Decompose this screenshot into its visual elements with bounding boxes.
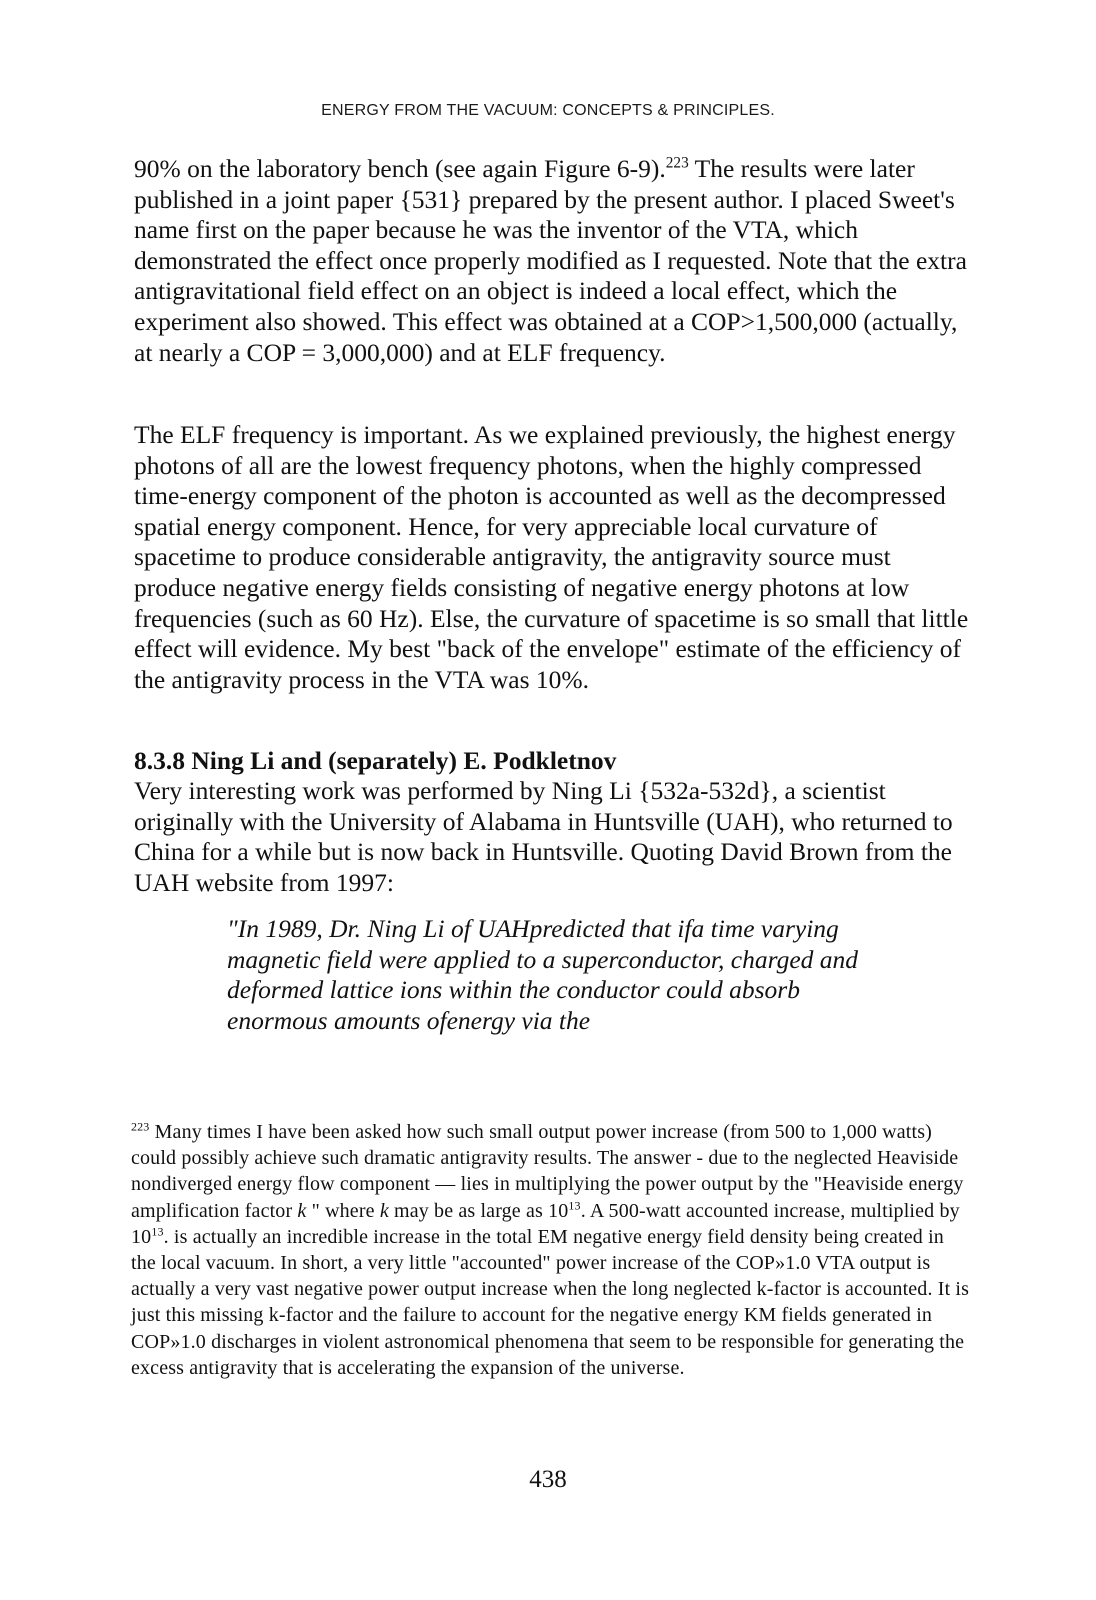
footnote-ref-223: 223 [665,154,689,172]
footnote-exponent-1: 13 [568,1197,581,1212]
paragraph-1-rest: The results were later published in a joint paper {531} prepared by the present author. I placed Sweet's name first on the paper because he was the inventor of the VTA, which demonstrated the effect once properly modified as I requested. Note that the extra antigravitational field effect on an object is indeed a local effect, which the experiment also showed. This effect was obtained at a COP>1,500,000 (actually, at nearly a COP = 3,000,000) and at ELF frequency. [134,154,967,367]
page-number: 438 [529,1466,567,1493]
footnote-number: 223 [131,1119,150,1134]
footnote-223 [131,1119,971,1381]
footnote-text-4: . A 500-watt accounted increase, multiplied by 10 [131,1199,960,1248]
footnote-text-2: " where [306,1199,380,1222]
footnote-text-5: . is actually an incredible increase in the total EM negative energy field density being created in the local vacuum. In short, a very little "accounted" power increase of the COP»1.0 VTA output is actually a very vast negative power output increase when the long neglected k-factor is accounted. It is just this missing k-factor and the failure to account for the negative energy KM fields generated in COP»1.0 discharges in violent astronomical phenomena that seem to be responsible for generating the excess antigravity that is accelerating the expansion of the universe. [131,1225,970,1379]
footnote-text-3: may be as large as 10 [388,1199,569,1222]
body-paragraph-2: The ELF frequency is important. As we explained previously, the highest energy photons of all are the lowest frequency photons, when the highly compressed time-energy component of the photon is accounted as well as the decompressed spatial energy component. Hence, for very appreciable local curvature of spacetime to produce considerable antigravity, the antigravity source must produce negative energy fields consisting of negative energy photons at low frequencies (such as 60 Hz). Else, the curvature of spacetime is so small that little effect will evidence. My best "back of the envelope" estimate of the efficiency of the antigravity process in the VTA was 10%. [134,420,969,694]
body-paragraph-3: Very interesting work was performed by Ning Li {532a-532d}, a scientist originally with the University of Alabama in Huntsville (UAH), who returned to China for a while but is now back in Huntsville. Quoting David Brown from the UAH website from 1997: [134,776,953,897]
footnote-var-k-1: k [297,1199,307,1222]
paragraph-1-text: 90% on the laboratory bench (see again Figure 6-9). [134,154,666,183]
body-paragraph-1 [134,154,974,368]
section-heading: 8.3.8 Ning Li and (separately) E. Podkletnov [134,746,617,775]
running-header: ENERGY FROM THE VACUUM: CONCEPTS & PRINCIPLES. [321,102,775,119]
footnote-text-1: Many times I have been asked how such small output power increase (from 500 to 1,000 watts) could possibly achieve such dramatic antigravity results. The answer - due to the neglected Heaviside nondiverged energy flow component — lies in multiplying the power output by the "Heaviside energy amplification factor [131,1121,964,1222]
block-quote: "In 1989, Dr. Ning Li of UAHpredicted that ifa time varying magnetic field were applied to a superconductor, charged and deformed lattice ions within the conductor could absorb enormous amounts ofenergy via the [227,914,859,1035]
footnote-var-k-2: k [379,1199,389,1222]
footnote-exponent-2: 13 [151,1224,164,1239]
